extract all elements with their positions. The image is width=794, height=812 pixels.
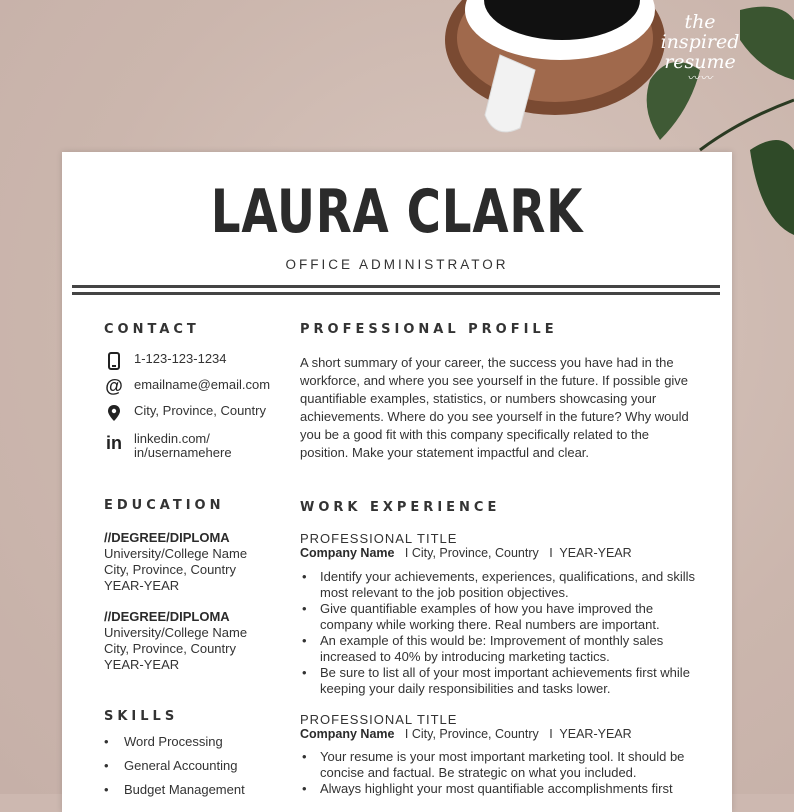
candidate-title: OFFICE ADMINISTRATOR (285, 257, 509, 272)
education-entry (104, 530, 247, 594)
education-degree: //DEGREE/DIPLOMA (104, 530, 230, 545)
contact-phone (104, 352, 227, 370)
brand-line-3: resume (664, 51, 736, 73)
job-title: PROFESSIONAL TITLE (300, 531, 458, 546)
education-degree: //DEGREE/DIPLOMA (104, 609, 230, 624)
job-bullets (300, 569, 700, 697)
candidate-name: LAURA CLARK (210, 177, 584, 247)
phone-icon (104, 352, 124, 370)
job-bullets (300, 749, 700, 797)
job-bullet: • Identify your achievements, experiences, qualifications, and skills most relevant to the job position objectives. (300, 569, 700, 601)
meta-separator: I (549, 727, 553, 741)
meta-separator: I (404, 546, 409, 560)
map-pin-icon (104, 404, 124, 422)
meta-separator: I (549, 546, 553, 560)
skills-list (104, 734, 245, 806)
contact-location (104, 404, 266, 422)
education-location: City, Province, Country (104, 641, 236, 656)
profile-heading: PROFESSIONAL PROFILE (300, 322, 558, 337)
meta-separator: I (404, 727, 409, 741)
contact-email (104, 378, 270, 394)
education-heading: EDUCATION (104, 498, 225, 513)
contact-phone-text: 1-123-123-1234 (134, 351, 227, 366)
education-entry (104, 609, 247, 673)
brand-line-2: inspired (660, 31, 740, 53)
contact-linkedin-text: linkedin.com/ in/usernamehere (134, 431, 232, 460)
profile-summary: A short summary of your career, the success you have had in the workforce, and where you see yourself in the future. If possible give quantifiable examples, statistics, or numbers showcasing your achievements. Where do you see yourself in the future? Why would you be a good fit with this company specifically related to the position. Make your statement impactful and clear. (300, 355, 689, 460)
job-company: Company Name (300, 546, 395, 560)
education-school: University/College Name (104, 546, 248, 561)
job-location: City, Province, Country (411, 727, 539, 741)
job-company: Company Name (300, 727, 395, 741)
job-meta (300, 546, 632, 560)
skill-item: • Budget Management (104, 782, 245, 806)
linkedin-icon: in (106, 433, 122, 453)
resume-page (62, 152, 732, 812)
job-title: PROFESSIONAL TITLE (300, 712, 458, 727)
brand-logo (660, 12, 740, 84)
education-years: YEAR-YEAR (104, 657, 180, 672)
contact-heading: CONTACT (104, 322, 200, 337)
job-bullet: • Always highlight your most quantifiable accomplishments first (300, 781, 700, 797)
job-location: City, Province, Country (411, 546, 539, 560)
job-bullet: • An example of this would be: Improvement of monthly sales increased to 40% by introducing marketing tactics. (300, 633, 700, 665)
contact-email-text: emailname@email.com (134, 377, 271, 392)
job-bullet: • Be sure to list all of your most important achievements first while keeping your daily responsibilities and tasks lower. (300, 665, 700, 697)
job-bullet: • Your resume is your most important marketing tool. It should be concise and factual. Be strategic on what you included. (300, 749, 700, 781)
job-bullet: • Give quantifiable examples of how you have improved the company while working there. Real numbers are important. (300, 601, 700, 633)
skill-item: • Word Processing (104, 734, 245, 758)
job-years: YEAR-YEAR (559, 727, 632, 741)
education-location: City, Province, Country (104, 562, 236, 577)
brand-waves-icon: 〰〰 (686, 71, 713, 85)
brand-line-1: the (684, 11, 716, 33)
header-divider-bottom (72, 292, 720, 295)
education-school: University/College Name (104, 625, 248, 640)
contact-location-text: City, Province, Country (134, 403, 266, 418)
skill-item: • General Accounting (104, 758, 245, 782)
education-years: YEAR-YEAR (104, 578, 180, 593)
skills-heading: SKILLS (104, 709, 179, 724)
job-years: YEAR-YEAR (559, 546, 632, 560)
experience-heading: WORK EXPERIENCE (300, 500, 501, 515)
header-divider-top (72, 285, 720, 288)
contact-linkedin (104, 432, 232, 460)
at-sign-icon: @ (105, 376, 123, 396)
job-meta (300, 727, 632, 741)
